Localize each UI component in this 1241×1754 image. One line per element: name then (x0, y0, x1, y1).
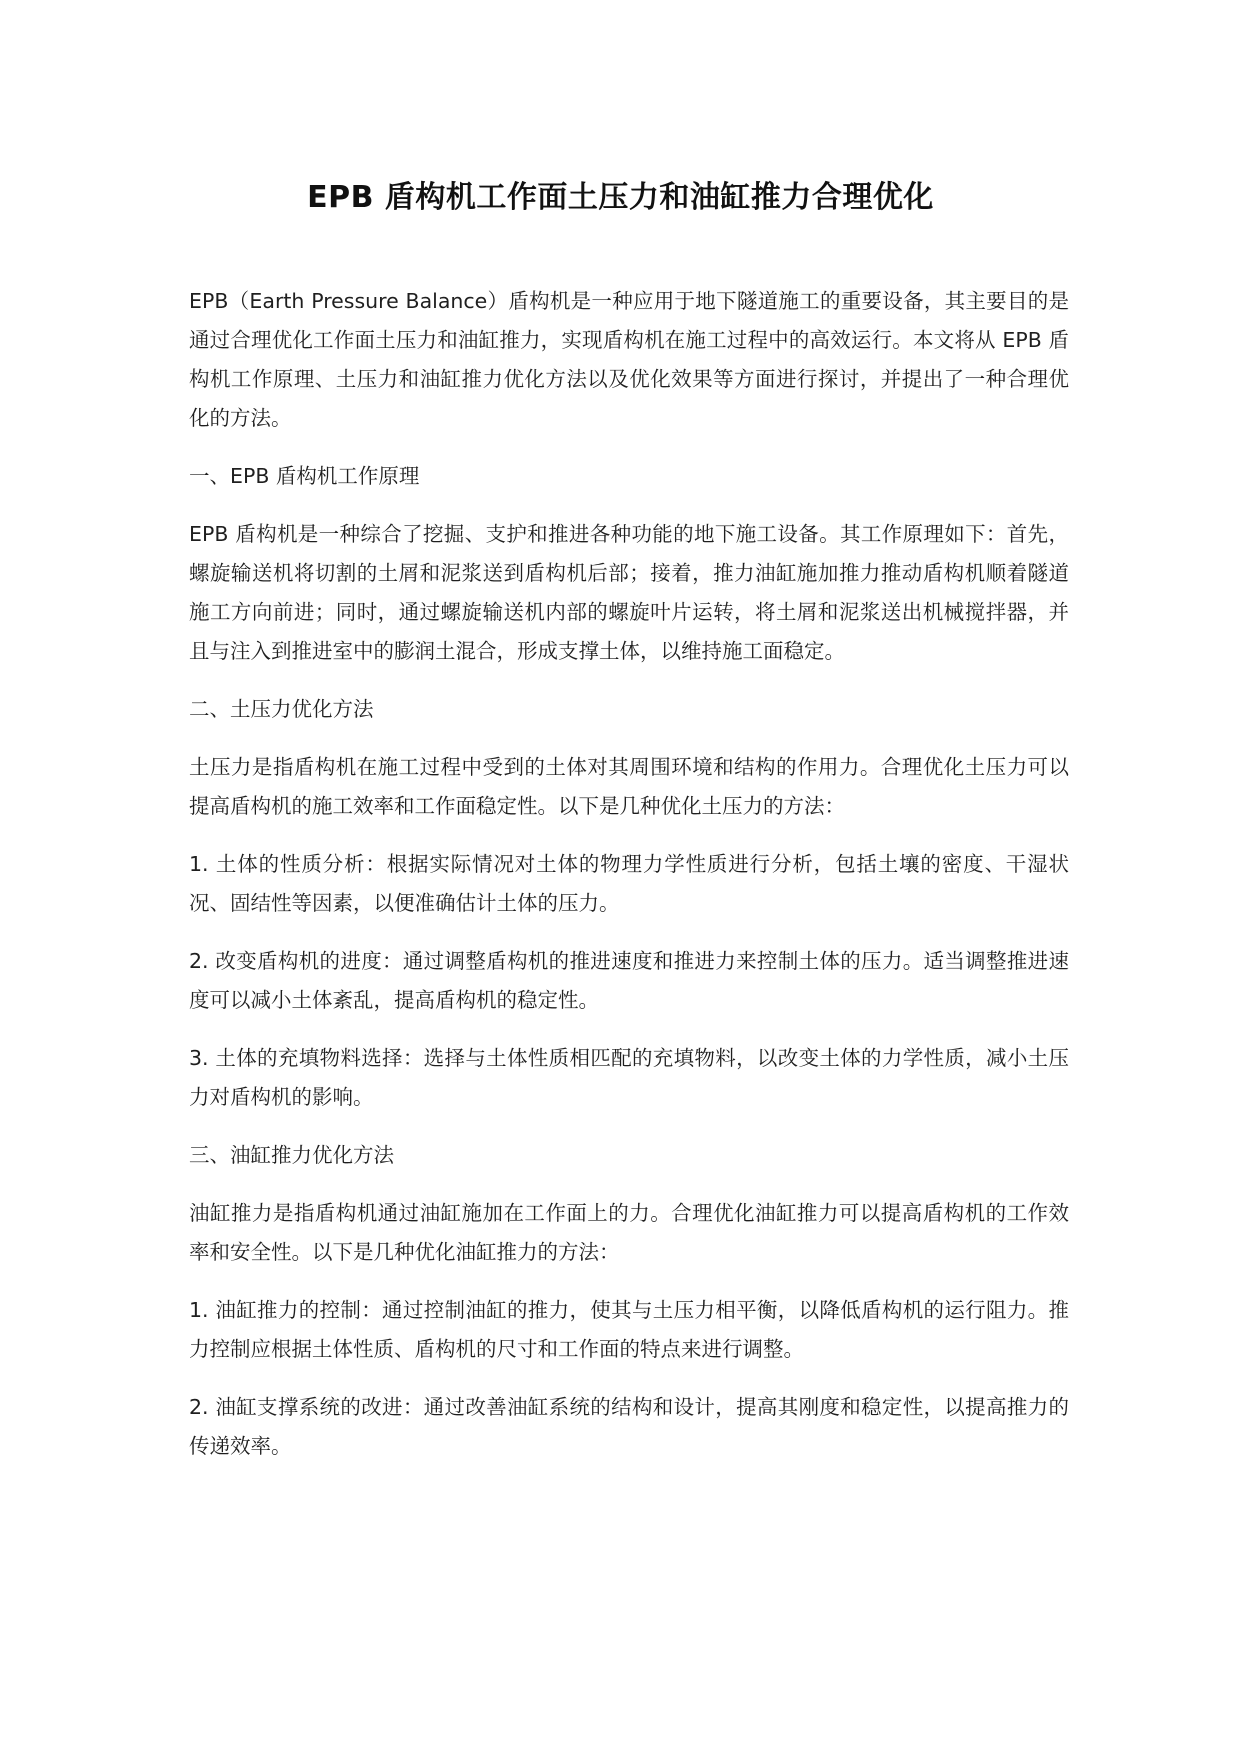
intro-paragraph: EPB（Earth Pressure Balance）盾构机是一种应用于地下隧道施工的重要设备，其主要目的是通过合理优化工作面土压力和油缸推力，实现盾构机在施工过程中的高效运行。本文将从 EPB 盾构机工作原理、土压力和油缸推力优化方法以及优化效果等方面进行探讨，并提出了一种合理优化的方法。 (189, 289, 1069, 430)
section-3-item: 1. 油缸推力的控制：通过控制油缸的推力，使其与土压力相平衡，以降低盾构机的运行阻力。推力控制应根据土体性质、盾构机的尺寸和工作面的特点来进行调整。 (189, 1298, 1069, 1361)
section-2-item: 1. 土体的性质分析：根据实际情况对土体的物理力学性质进行分析，包括土壤的密度、干湿状况、固结性等因素，以便准确估计土体的压力。 (189, 852, 1069, 915)
section-2-item: 2. 改变盾构机的进度：通过调整盾构机的推进速度和推进力来控制土体的压力。适当调整推进速度可以减小土体紊乱，提高盾构机的稳定性。 (189, 949, 1069, 1012)
section-1-paragraph: EPB 盾构机是一种综合了挖掘、支护和推进各种功能的地下施工设备。其工作原理如下：首先，螺旋输送机将切割的土屑和泥浆送到盾构机后部；接着，推力油缸施加推力推动盾构机顺着隧道施工方向前进；同时，通过螺旋输送机内部的螺旋叶片运转，将土屑和泥浆送出机械搅拌器，并且与注入到推进室中的膨润土混合，形成支撑土体，以维持施工面稳定。 (189, 522, 1069, 663)
section-3-item: 2. 油缸支撑系统的改进：通过改善油缸系统的结构和设计，提高其刚度和稳定性，以提高推力的传递效率。 (189, 1395, 1069, 1458)
section-2-item: 3. 土体的充填物料选择：选择与土体性质相匹配的充填物料，以改变土体的力学性质，减小土压力对盾构机的影响。 (189, 1046, 1069, 1109)
document-title: EPB 盾构机工作面土压力和油缸推力合理优化 (307, 180, 934, 215)
section-3-paragraph: 油缸推力是指盾构机通过油缸施加在工作面上的力。合理优化油缸推力可以提高盾构机的工作效率和安全性。以下是几种优化油缸推力的方法： (189, 1201, 1069, 1264)
section-2-heading: 二、土压力优化方法 (189, 697, 374, 721)
section-2-paragraph: 土压力是指盾构机在施工过程中受到的土体对其周围环境和结构的作用力。合理优化土压力可以提高盾构机的施工效率和工作面稳定性。以下是几种优化土压力的方法： (189, 755, 1069, 818)
document-body (189, 282, 1069, 1485)
section-1-heading: 一、EPB 盾构机工作原理 (189, 464, 420, 488)
section-3-heading: 三、油缸推力优化方法 (189, 1143, 394, 1167)
